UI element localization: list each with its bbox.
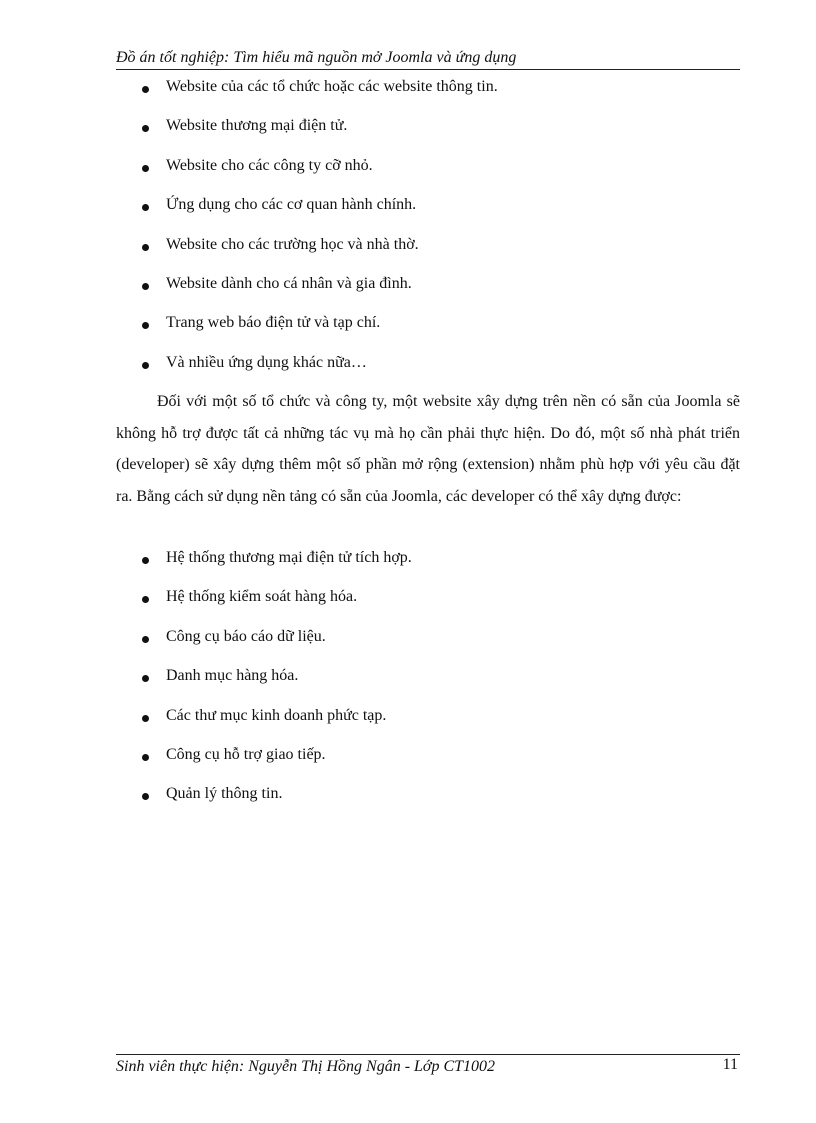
bullet-icon (142, 165, 149, 172)
bullet-icon (142, 754, 149, 761)
list-item (116, 745, 740, 784)
footer-divider (116, 1054, 740, 1055)
list-item (116, 274, 740, 313)
bullet-icon (142, 793, 149, 800)
bullet-icon (142, 322, 149, 329)
page-header (116, 48, 740, 70)
list-item (116, 156, 740, 195)
extension-types-list (116, 548, 740, 824)
list-item (116, 313, 740, 352)
list-item-text: Hệ thống thương mại điện tử tích hợp. (166, 549, 412, 566)
list-item-text: Website cho các trường học và nhà thờ. (166, 235, 419, 253)
body-paragraph: Đối với một số tổ chức và công ty, một website xây dựng trên nền có sẵn của Joomla sẽ không hỗ trợ được tất cả những tác vụ mà họ cần phải thực hiện. Do đó, một số nhà phát triển (developer) sẽ xây dựng thêm một số phần mở rộng (extension) nhằm phù hợp với yêu cầu đặt ra. Bằng cách sử dụng nền tảng có sẵn của Joomla, các developer có thể xây dựng được: (116, 393, 740, 505)
list-item (116, 116, 740, 155)
list-item-text: Ứng dụng cho các cơ quan hành chính. (166, 196, 417, 214)
footer-author: Sinh viên thực hiện: Nguyễn Thị Hồng Ngân - Lớp CT1002 (116, 1058, 496, 1075)
list-item (116, 548, 740, 587)
page-number: 11 (722, 1056, 738, 1073)
list-item-text: Quản lý thông tin. (166, 785, 283, 803)
list-item (116, 627, 740, 666)
list-item (116, 706, 740, 745)
list-item-text: Hệ thống kiểm soát hàng hóa. (166, 588, 358, 606)
list-item-text: Website thương mại điện tử. (166, 117, 348, 135)
list-item-text: Website dành cho cá nhân và gia đình. (166, 274, 412, 292)
list-item (116, 77, 740, 116)
list-item-text: Công cụ báo cáo dữ liệu. (166, 627, 326, 645)
bullet-icon (142, 283, 149, 290)
bullet-icon (142, 636, 149, 643)
list-item-text: Trang web báo điện tử và tạp chí. (166, 314, 381, 332)
bullet-icon (142, 204, 149, 211)
list-item-text: Công cụ hỗ trợ giao tiếp. (166, 745, 326, 763)
list-item (116, 235, 740, 274)
bullet-icon (142, 244, 149, 251)
bullet-icon (142, 86, 149, 93)
header-title: Đồ án tốt nghiệp: Tìm hiểu mã nguồn mở Joomla và ứng dụng (116, 49, 517, 66)
bullet-icon (142, 675, 149, 682)
list-item-text: Danh mục hàng hóa. (166, 667, 299, 685)
bullet-icon (142, 596, 149, 603)
bullet-icon (142, 557, 149, 564)
list-item (116, 784, 740, 823)
bullet-icon (142, 362, 149, 369)
website-types-list (116, 77, 740, 392)
list-item (116, 666, 740, 705)
list-item (116, 587, 740, 626)
list-item (116, 195, 740, 234)
bullet-icon (142, 715, 149, 722)
list-item-text: Và nhiều ứng dụng khác nữa… (166, 353, 367, 371)
list-item-text: Website cho các công ty cỡ nhỏ. (166, 156, 373, 174)
list-item-text: Website của các tổ chức hoặc các website thông tin. (166, 78, 498, 95)
list-item-text: Các thư mục kinh doanh phức tạp. (166, 706, 387, 724)
bullet-icon (142, 125, 149, 132)
